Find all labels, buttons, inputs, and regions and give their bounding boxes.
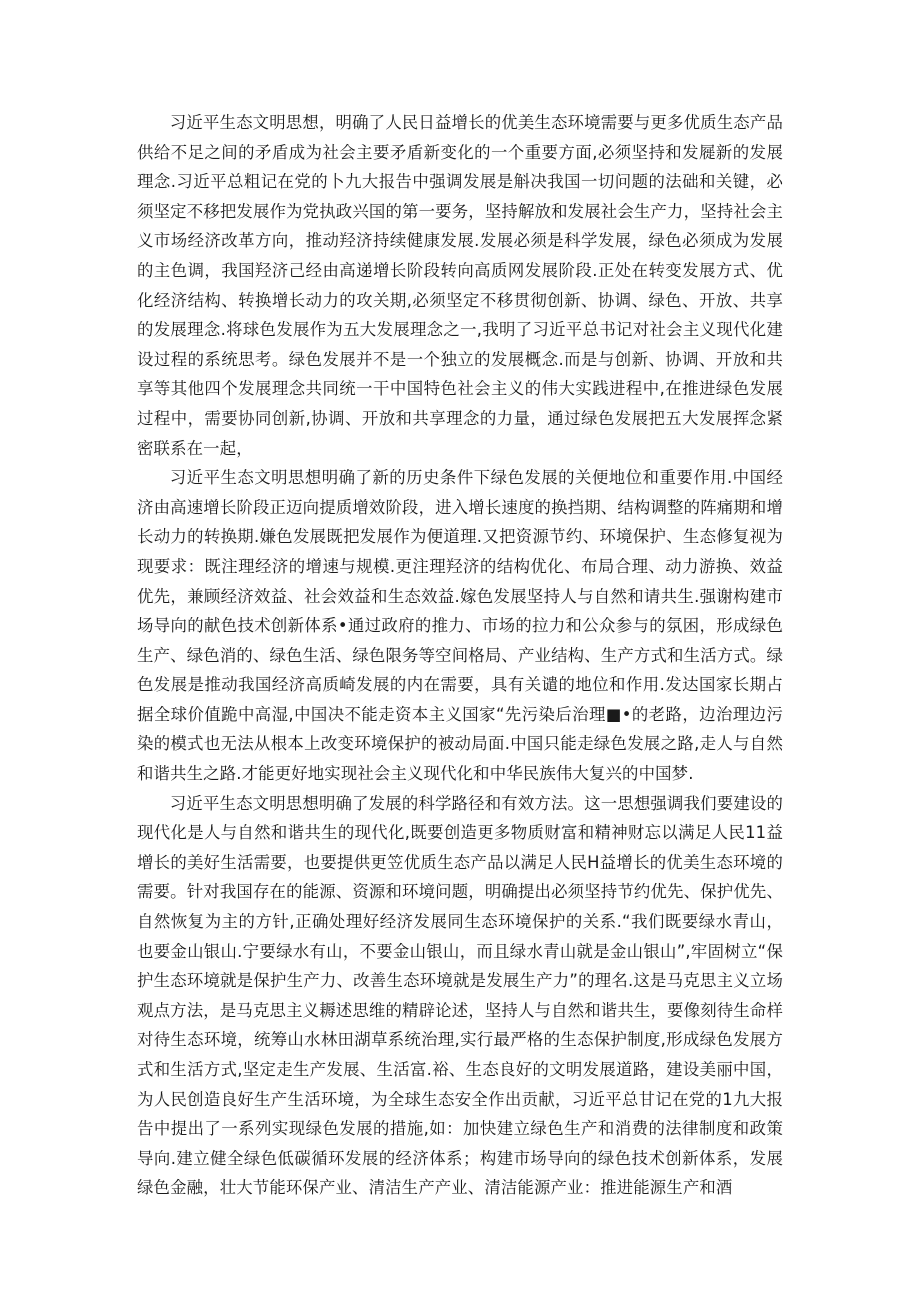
paragraph-1: 习近平生态文明思想，明确了人民日益增长的优美生态环境需要与更多优质生态产品供给不足之间的矛盾成为社会主要矛盾新变化的一个重要方面,必须坚持和发屣新的发展理念.习近平总粗记在党的卜九大报告中强调发展是斛决我国一切问题的法础和关键，必须坚定不移把发展作为党执政兴国的第一要务，坚持解放和发展社会生产力，坚持社会主义市场经济改革方向，推动羟济持续健康发展.发展必须是科学发展，绿色必须成为发展的主色调，我国羟济己经由高递增长阶段转向高质网发展阶段.正处在转变发展方式、优化经济结构、转换增长动力的攻关期,必须坚定不移贯彻创新、协调、绿色、开放、共享的发展理念.将球色发展作为五大发展理念之一,我明了习近平总书记对社会主义现代化建设过程的系统思考。绿色发展并不是一个独立的发展概念.而是与创新、协调、开放和共享等其他四个发展理念共同统一干中国特色社会主义的伟大实践进程中,在推进绿色发展过程中，需要协同创新,协调、开放和共享理念的力量，通过绿色发展把五大发展挥念紧密联系在一起， [137,113,783,458]
document-body [137,108,783,1203]
paragraph-3: 习近平生态文明思想明确了发展的科学路径和有效方法。这一思想强调我们要建设的现代化是人与自然和谐共生的现代化,既要创造更多物质财富和精神财忘以满足人民11益增长的美好生活需要，也要提供更笠优质生态产品以满足人民H益增长的优美生态环境的需要。针对我国存在的能源、资源和环境问题，明确提出必须坚持节约优先、保护优先、自然恢复为主的方针,正确处理好经济发展同生态环境保护的关系.“我们既要绿水青山，也要金山银山.宁要绿水有山，不要金山银山，而且绿水青山就是金山银山”,牢固树立“保护生态环境就是保护生产力、改善生态环境就是发展生产力”的理名.这是马克思主义立场观点方法，是马克思主义耨述思维的精辟论述，坚持人与自然和谐共生，要像刻待生命样对待生态环境，统筹山水林田湖草系统治理,实行最严格的生态保护制度,形成绿色发展方式和生活方式,坚定走生产发展、生活富.裕、生态良好的文明发展道路，建设美丽中国，为人民创造良好生产生活环境，为全球生态安全作出贡献，习近平总甘记在党的1九大报告中提出了一系列实现绿色发展的措施,如：加快建立绿色生产和消费的法律制度和政策导向.建立健全绿色低碳循环发展的经济体系；构建市场导向的绿色技术创新体系，发展绿色金融，壮大节能环保产业、清洁生产产业、清洁能源产业：推进能源生产和酒 [137,793,783,1198]
paragraph-2: 习近平生态文明思想明确了新的历史条件下绿色发展的关便地位和重要作用.中国经济由高速增长阶段正迈向提质增效阶段，进入增长速度的换挡期、结构调整的阵痛期和增长动力的转换期.嫌色发展既把发展作为便道理.又把资源节约、环境保护、生态修复视为现要求：既注理经济的增速与规模.更注理羟济的结构优化、布局合理、动力游换、效益优先，兼顾经济效益、社会效益和生态效益.嫁色发展坚持人与自然和请共生.强谢构建市场导向的献色技术创新体系•通过政府的推力、市场的拉力和公众参与的氛困，形成绿色生产、绿色消的、绿色生活、绿色限务等空间格局、产业结构、生产方式和生活方式。绿色发展是推动我国经济高质崎发展的内在需要，具有关谴的地位和作用.发达国家长期占据全球价值跪中高湿,中国决不能走资本主义国家“先污染后治理■•的老路，边治理边污染的模式也无法从根本上改变环境保护的被动局面.中国只能走绿色发展之路,走人与自然和谐共生之路.才能更好地实现社会主义现代化和中华民族伟大复兴的中国梦. [137,468,783,784]
